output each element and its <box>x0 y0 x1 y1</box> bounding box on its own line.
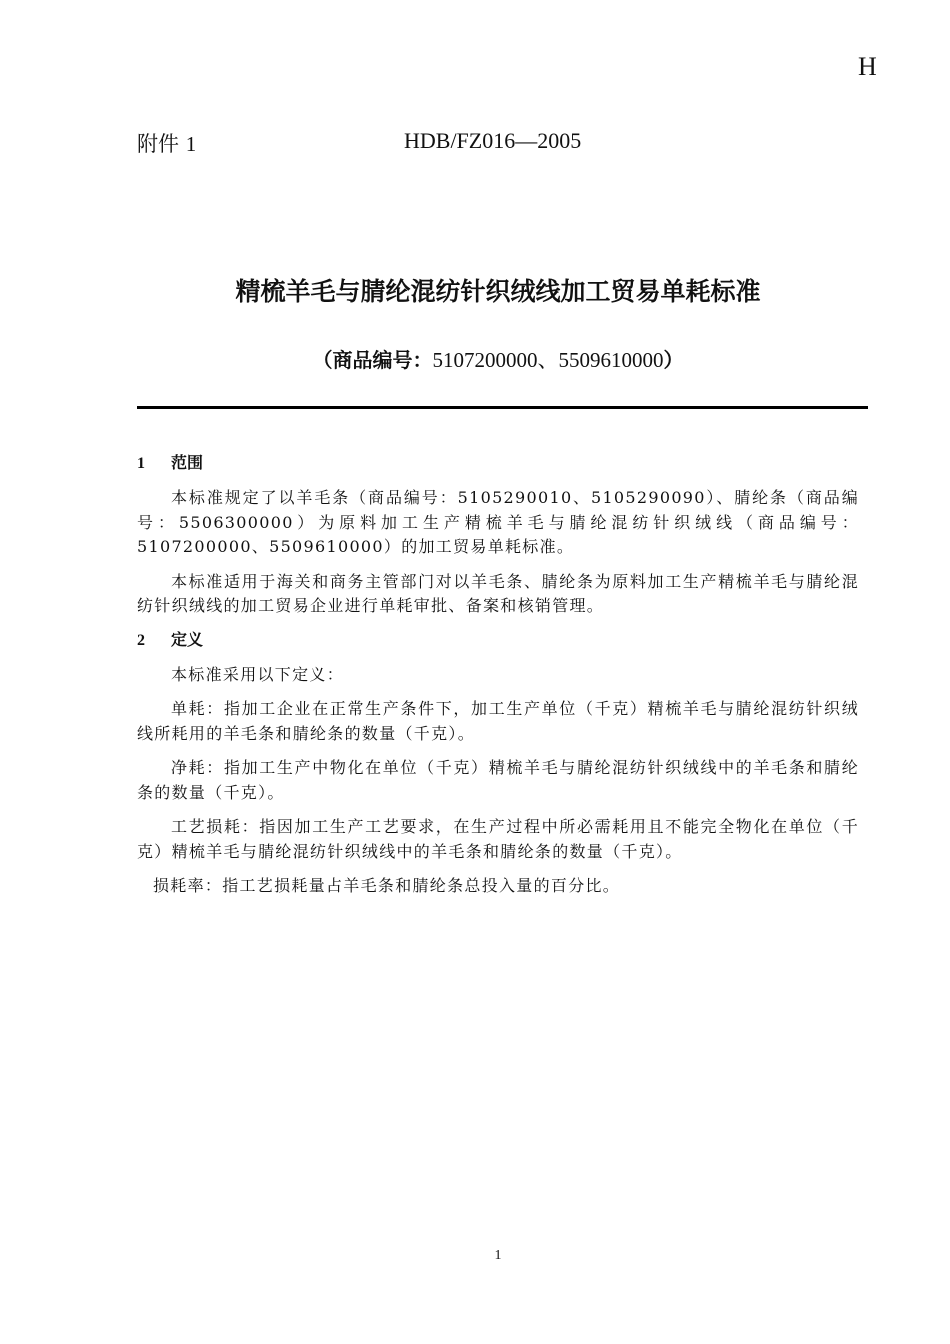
subtitle-codes: 5107200000、5509610000 <box>432 348 664 372</box>
corner-mark: H <box>858 52 877 81</box>
definitions-intro: 本标准采用以下定义： <box>171 664 345 684</box>
page-number: 1 <box>494 1248 502 1263</box>
section-title: 定义 <box>171 629 204 649</box>
title-divider <box>137 406 868 409</box>
definition-unit-consumption: 单耗：指加工企业在正常生产条件下，加工生产单位（千克）精梳羊毛与腈纶混纺针织绒线所耗用的羊毛条和腈纶条的数量（千克）。 <box>137 699 859 743</box>
definition-net-consumption: 净耗：指加工生产中物化在单位（千克）精梳羊毛与腈纶混纺针织绒线中的羊毛条和腈纶条的数量（千克）。 <box>137 758 859 802</box>
document-title: 精梳羊毛与腈纶混纺针织绒线加工贸易单耗标准 <box>235 277 761 306</box>
attachment-label <box>137 128 196 158</box>
section-heading-definitions <box>137 629 859 651</box>
definition-process-loss: 工艺损耗：指因加工生产工艺要求，在生产过程中所必需耗用且不能完全物化在单位（千克）精梳羊毛与腈纶混纺针织绒线中的羊毛条和腈纶条的数量（千克）。 <box>137 817 859 861</box>
attachment-number: 1 <box>185 132 197 156</box>
section-number: 2 <box>137 631 145 649</box>
document-subtitle <box>0 344 950 374</box>
subtitle-prefix: （商品编号： <box>312 348 433 372</box>
document-body <box>137 452 859 909</box>
section-title: 范围 <box>171 453 204 472</box>
scope-paragraph: 本标准适用于海关和商务主管部门对以羊毛条、腈纶条为原料加工生产精梳羊毛与腈纶混纺针织绒线的加工贸易企业进行单耗审批、备案和核销管理。 <box>137 571 859 615</box>
section-heading-scope <box>137 452 859 474</box>
scope-paragraph: 本标准规定了以羊毛条（商品编号：5105290010、5105290090）、腈纶条（商品编号：5506300000）为原料加工生产精梳羊毛与腈纶混纺针织绒线（商品编号：5107200000、5509610000）的加工贸易单耗标准。 <box>137 488 859 556</box>
section-number: 1 <box>137 455 145 472</box>
standard-code: HDB/FZ016—2005 <box>404 128 582 153</box>
subtitle-suffix: ） <box>663 348 684 372</box>
definition-loss-rate: 损耗率：指工艺损耗量占羊毛条和腈纶条总投入量的百分比。 <box>153 876 621 895</box>
attachment-label-text: 附件 <box>137 132 179 156</box>
